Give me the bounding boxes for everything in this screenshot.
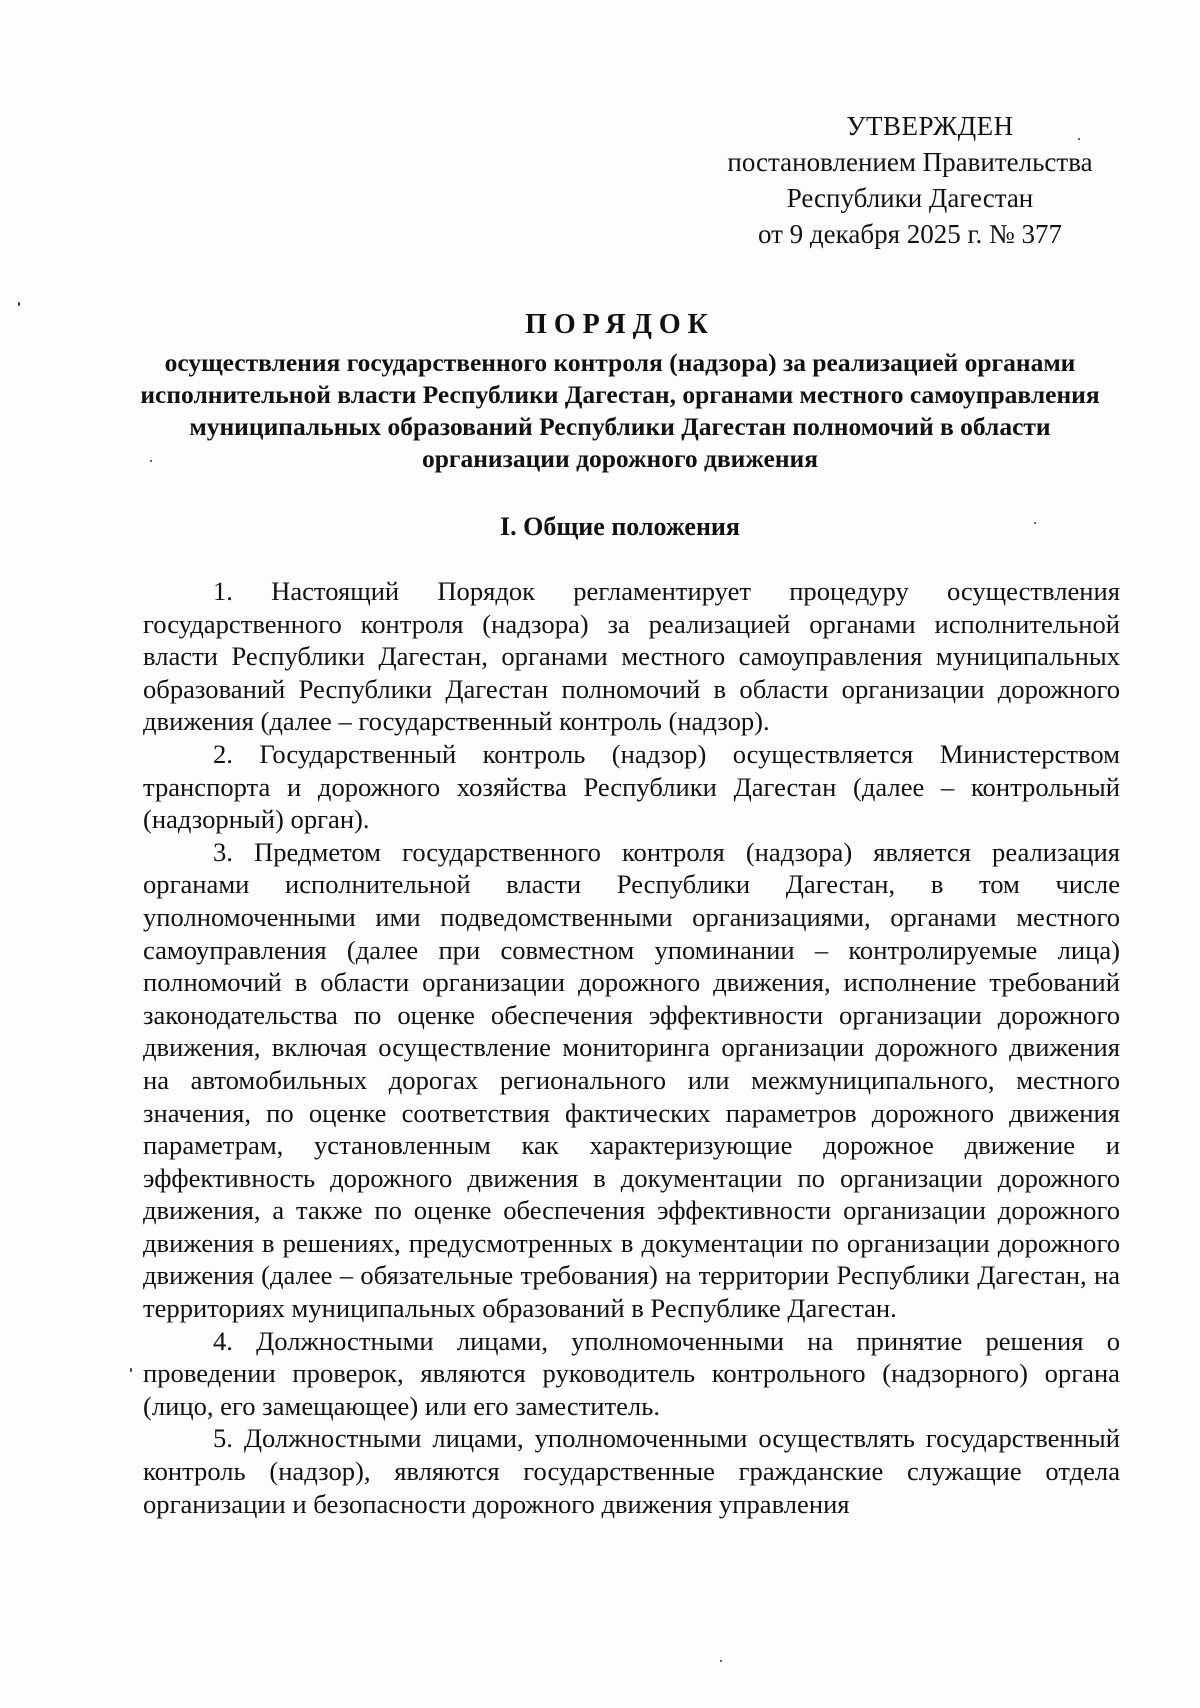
paragraph-1: 1. Настоящий Порядок регламентирует процедуру осуществления государственного контроля (надзора) за реализацией органами исполнительной власти Республики Дагестан, органами местного самоуправления муниципальных образований Республики Дагестан полномочий в области организации дорожного движения (далее – государственный контроль (надзор).	[143, 576, 1120, 737]
section-heading: I. Общие положения	[500, 512, 740, 541]
approval-stamp	[700, 108, 1120, 252]
approval-line-2: Республики Дагестан	[786, 183, 1034, 213]
document-body	[143, 575, 1120, 1520]
document-subtitle: осуществления государственного контроля (надзора) за реализацией органами исполнительной власти Республики Дагестан, органами местного самоуправления муниципальных образований Республики Дагестан полномочий в области организации дорожного движения	[140, 348, 1100, 473]
paragraph-3: 3. Предметом государственного контроля (надзора) является реализация органами исполнительной власти Республики Дагестан, в том числе уполномоченными ими подведомственными организациями, органами местного самоуправления (далее при совместном упоминании – контролируемые лица) полномочий в области организации дорожного движения, исполнение требований законодательства по оценке обеспечения эффективности организации дорожного движения, включая осуществление мониторинга организации дорожного движения на автомобильных дорогах регионального или межмуниципального, местного значения, по оценке соответствия фактических параметров дорожного движения параметрам, установленным как характеризующие дорожное движение и эффективность дорожного движения в документации по организации дорожного движения, а также по оценке обеспечения эффективности организации дорожного движения в решениях, предусмотренных в документации по организации дорожного движения (далее – обязательные требования) на территории Республики Дагестан, на территориях муниципальных образований в Республике Дагестан.	[143, 836, 1120, 1324]
paragraph-2: 2. Государственный контроль (надзор) осуществляется Министерством транспорта и дорожного хозяйства Республики Дагестан (далее – контрольный (надзорный) орган).	[143, 738, 1120, 835]
approval-heading: УТВЕРЖДЕН	[846, 111, 1014, 141]
paragraph-4: 4. Должностными лицами, уполномоченными на принятие решения о проведении проверок, являются руководитель контрольного (надзорного) органа (лицо, его замещающее) или его заместитель.	[143, 1325, 1120, 1421]
approval-date-line: от 9 декабря 2025 г. № 377	[757, 219, 1063, 249]
paragraph-5: 5. Должностными лицами, уполномоченными осуществлять государственный контроль (надзор), являются государственные гражданские служащие отдела организации и безопасности дорожного движения управления	[143, 1423, 1120, 1519]
document-name: ПОРЯДОК	[525, 309, 715, 340]
document-title-block	[140, 305, 1100, 475]
approval-line-1: постановлением Правительства	[727, 147, 1093, 177]
